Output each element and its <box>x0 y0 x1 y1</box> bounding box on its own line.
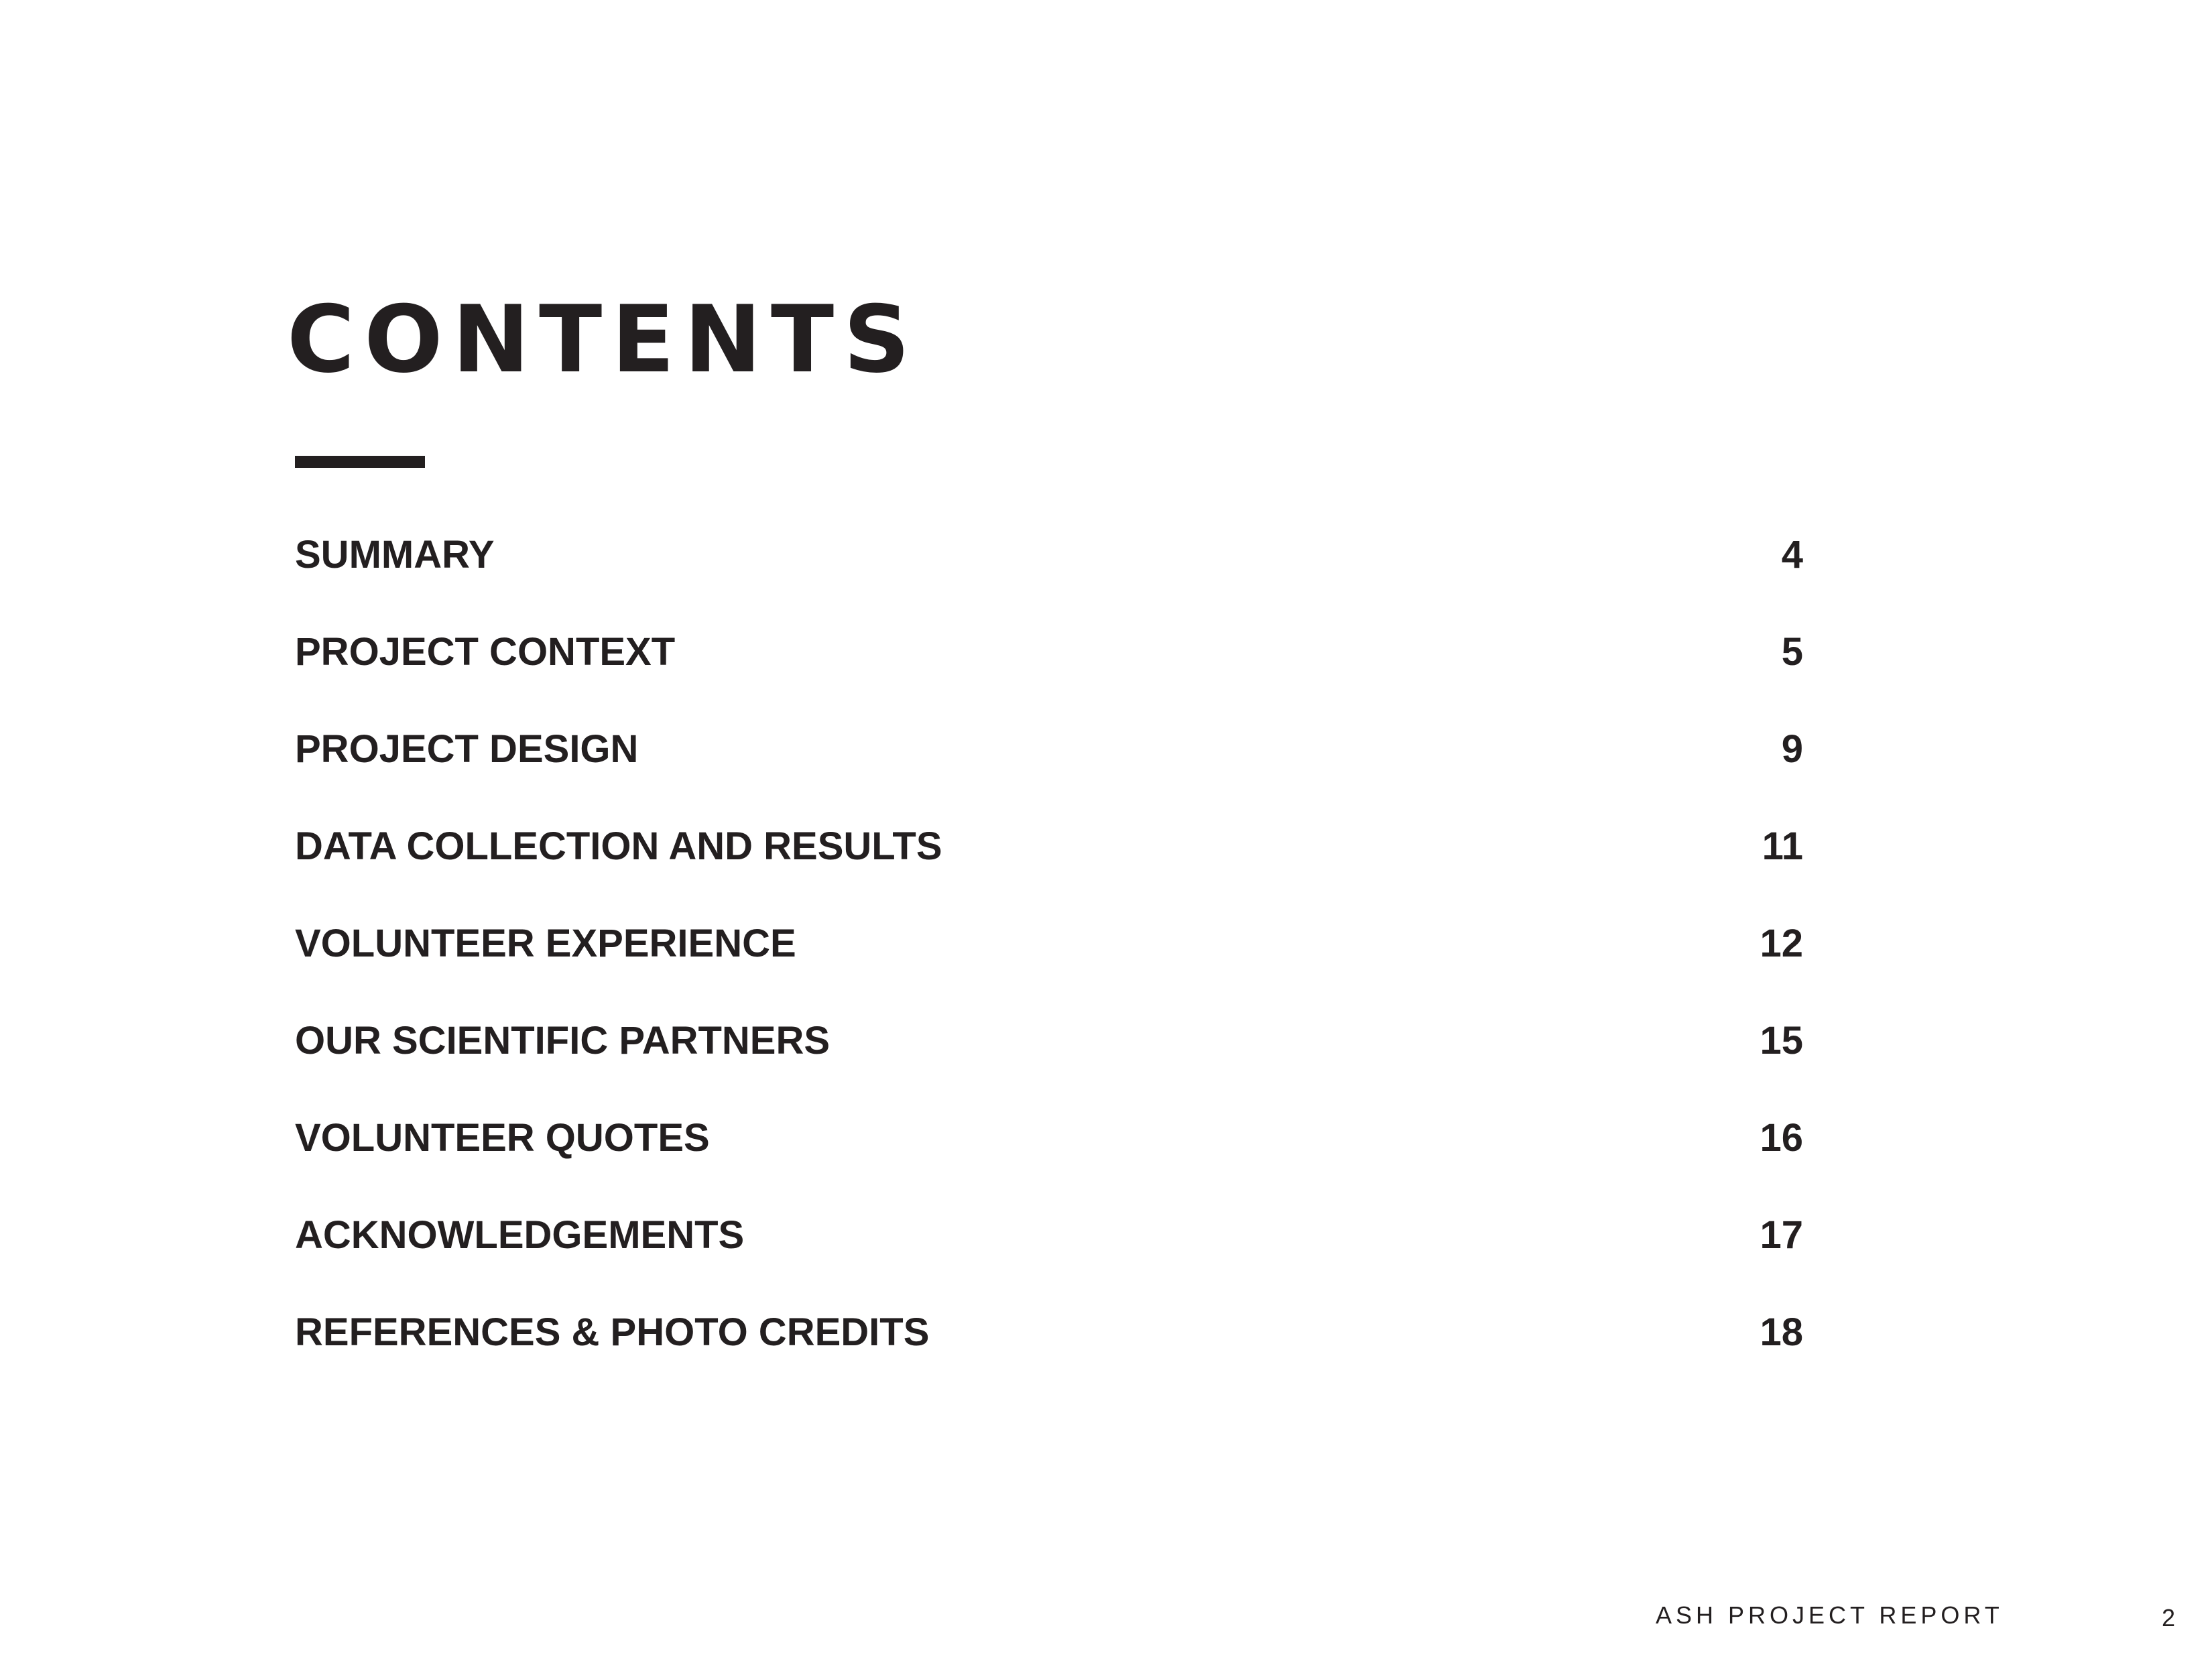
toc-item-page-number: 4 <box>1781 533 1803 576</box>
toc-item-page-number: 18 <box>1760 1310 1803 1354</box>
toc-item-volunteer-experience[interactable] <box>295 917 1803 1014</box>
toc-item-label: OUR SCIENTIFIC PARTNERS <box>295 1019 831 1062</box>
toc-item-data-collection-and-results[interactable] <box>295 820 1803 917</box>
toc-item-label: PROJECT CONTEXT <box>295 630 676 674</box>
table-of-contents <box>295 528 1803 1403</box>
toc-item-page-number: 17 <box>1760 1213 1803 1257</box>
toc-item-page-number: 16 <box>1760 1116 1803 1160</box>
toc-item-page-number: 11 <box>1762 824 1803 868</box>
toc-item-label: PROJECT DESIGN <box>295 727 639 771</box>
footer-report-name: ASH PROJECT REPORT <box>1656 1601 2004 1629</box>
toc-item-label: VOLUNTEER EXPERIENCE <box>295 922 796 965</box>
toc-item-label: REFERENCES & PHOTO CREDITS <box>295 1310 930 1354</box>
toc-item-page-number: 15 <box>1760 1019 1803 1062</box>
toc-item-page-number: 5 <box>1781 630 1803 674</box>
title-underline-rule <box>295 456 425 468</box>
toc-item-acknowledgements[interactable] <box>295 1209 1803 1306</box>
toc-item-page-number: 12 <box>1760 922 1803 965</box>
toc-item-our-scientific-partners[interactable] <box>295 1014 1803 1111</box>
footer-page-number: 2 <box>2162 1604 2176 1632</box>
toc-item-label: SUMMARY <box>295 533 495 576</box>
toc-item-volunteer-quotes[interactable] <box>295 1111 1803 1209</box>
toc-item-summary[interactable] <box>295 528 1803 625</box>
toc-item-label: DATA COLLECTION AND RESULTS <box>295 824 942 868</box>
toc-item-page-number: 9 <box>1781 727 1803 771</box>
toc-item-label: VOLUNTEER QUOTES <box>295 1116 710 1160</box>
toc-item-label: ACKNOWLEDGEMENTS <box>295 1213 745 1257</box>
toc-item-project-context[interactable] <box>295 625 1803 723</box>
toc-item-project-design[interactable] <box>295 723 1803 820</box>
page-title: CONTENTS <box>287 286 920 393</box>
toc-item-references-and-photo-credits[interactable] <box>295 1306 1803 1403</box>
